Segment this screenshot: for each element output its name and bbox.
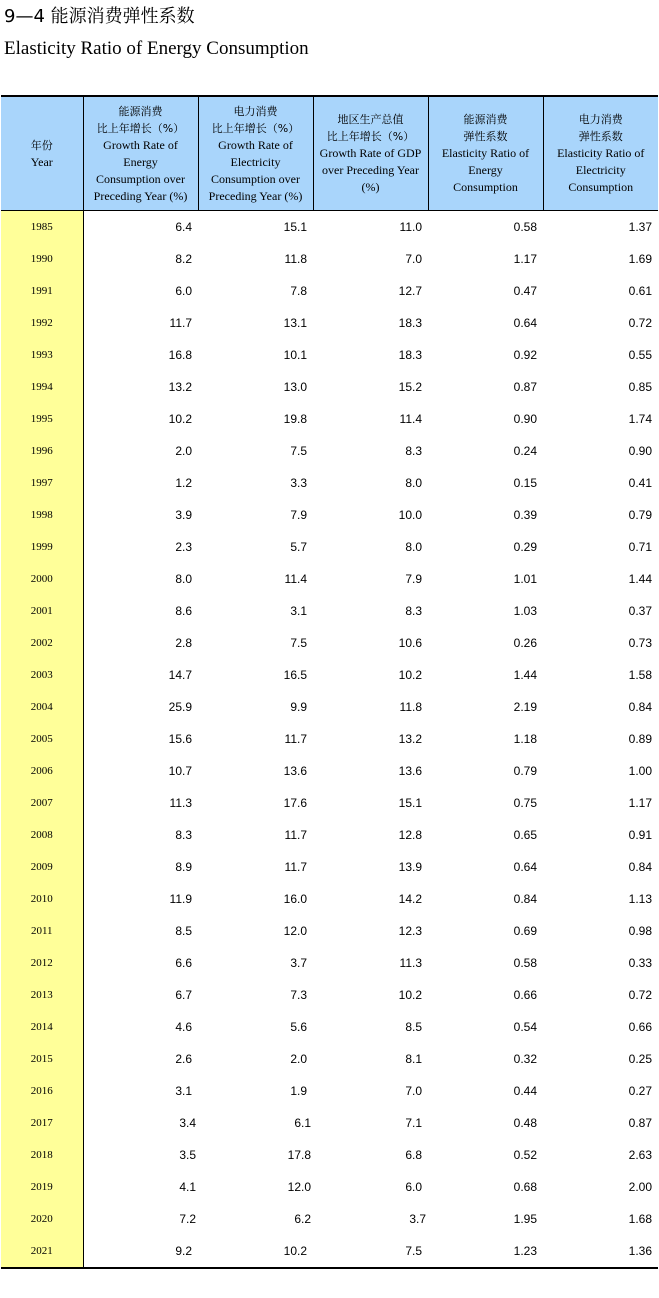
energy-elasticity-cell: 0.87 bbox=[513, 380, 537, 394]
energy-elasticity-cell: 0.47 bbox=[513, 284, 537, 298]
electricity-elasticity-cell: 0.27 bbox=[628, 1084, 652, 1098]
energy-growth-cell: 2.8 bbox=[175, 636, 192, 650]
gdp-growth-cell: 15.1 bbox=[398, 796, 422, 810]
table-row bbox=[1, 1075, 658, 1107]
electricity-growth-cell: 5.6 bbox=[290, 1020, 307, 1034]
header-en-line: Growth Rate of GDP bbox=[319, 146, 422, 160]
header-cn-line: 比上年增长（%） bbox=[326, 130, 415, 143]
table-body bbox=[1, 211, 658, 1269]
gdp-growth-cell: 10.0 bbox=[398, 508, 422, 522]
energy-elasticity-cell: 0.84 bbox=[513, 892, 537, 906]
energy-growth-cell: 13.2 bbox=[168, 380, 192, 394]
table-row bbox=[1, 1171, 658, 1203]
energy-growth-cell: 3.9 bbox=[175, 508, 192, 522]
header-cn-line: 弹性系数 bbox=[463, 130, 508, 143]
electricity-growth-cell: 10.1 bbox=[283, 348, 307, 362]
table-row bbox=[1, 691, 658, 723]
electricity-elasticity-cell: 0.85 bbox=[628, 380, 652, 394]
energy-growth-cell: 16.8 bbox=[168, 348, 192, 362]
table-row bbox=[1, 563, 658, 595]
electricity-elasticity-cell: 0.41 bbox=[628, 476, 652, 490]
electricity-growth-cell: 1.9 bbox=[290, 1084, 307, 1098]
table-row bbox=[1, 211, 658, 244]
header-en-line: Growth Rate of bbox=[218, 137, 293, 152]
gdp-growth-cell: 18.3 bbox=[398, 316, 422, 330]
header-cn-line: 年份 bbox=[30, 138, 53, 152]
table-row bbox=[1, 275, 658, 307]
energy-growth-cell: 3.4 bbox=[179, 1116, 196, 1130]
energy-growth-cell: 2.0 bbox=[175, 444, 192, 458]
electricity-elasticity-cell: 1.36 bbox=[543, 1235, 658, 1268]
electricity-elasticity-cell: 1.58 bbox=[628, 668, 652, 682]
header-cn-line: 地区生产总值 bbox=[337, 113, 404, 126]
electricity-growth-cell: 11.4 bbox=[284, 572, 307, 586]
gdp-growth-cell: 12.7 bbox=[398, 284, 422, 298]
energy-elasticity-cell: 1.23 bbox=[428, 1235, 543, 1268]
energy-elasticity-cell: 0.90 bbox=[513, 412, 537, 426]
electricity-growth-cell: 17.8 bbox=[287, 1148, 311, 1162]
gdp-growth-cell: 13.9 bbox=[398, 860, 422, 874]
year-cell: 2018 bbox=[1, 1139, 83, 1171]
electricity-elasticity-cell: 1.44 bbox=[628, 572, 652, 586]
year-cell: 2000 bbox=[1, 563, 83, 595]
table-row bbox=[1, 1203, 658, 1235]
header-year bbox=[1, 96, 83, 211]
energy-elasticity-cell: 0.58 bbox=[513, 220, 537, 234]
year-cell: 2001 bbox=[1, 595, 83, 627]
table-row bbox=[1, 339, 658, 371]
energy-growth-cell: 25.9 bbox=[168, 700, 192, 714]
energy-growth-cell: 6.7 bbox=[175, 988, 192, 1002]
energy-growth-cell: 4.1 bbox=[179, 1180, 196, 1194]
energy-elasticity-cell: 1.01 bbox=[513, 572, 537, 586]
electricity-elasticity-cell: 0.89 bbox=[628, 732, 652, 746]
electricity-elasticity-cell: 2.00 bbox=[628, 1180, 652, 1194]
table-row bbox=[1, 467, 658, 499]
energy-growth-cell: 4.6 bbox=[175, 1020, 192, 1034]
table-row bbox=[1, 1107, 658, 1139]
table-header-row bbox=[1, 96, 658, 211]
energy-elasticity-cell: 0.69 bbox=[513, 924, 537, 938]
electricity-growth-cell: 7.5 bbox=[290, 444, 307, 458]
gdp-growth-cell: 8.0 bbox=[405, 476, 422, 490]
electricity-elasticity-cell: 1.74 bbox=[628, 412, 652, 426]
energy-growth-cell: 6.4 bbox=[175, 220, 192, 234]
electricity-elasticity-cell: 0.25 bbox=[628, 1052, 652, 1066]
header-gdp-growth bbox=[313, 96, 428, 211]
table-row bbox=[1, 435, 658, 467]
table-row bbox=[1, 627, 658, 659]
year-cell: 2009 bbox=[1, 851, 83, 883]
electricity-elasticity-cell: 0.71 bbox=[628, 540, 652, 554]
energy-growth-cell: 8.2 bbox=[175, 252, 192, 266]
gdp-growth-cell: 6.0 bbox=[405, 1180, 422, 1194]
electricity-growth-cell: 12.0 bbox=[287, 1180, 311, 1194]
header-en-line: Energy bbox=[468, 163, 503, 177]
energy-growth-cell: 3.1 bbox=[175, 1084, 192, 1098]
table-row bbox=[1, 371, 658, 403]
electricity-elasticity-cell: 0.72 bbox=[628, 988, 652, 1002]
table-row bbox=[1, 531, 658, 563]
year-cell: 2015 bbox=[1, 1043, 83, 1075]
year-cell: 2020 bbox=[1, 1203, 83, 1235]
energy-elasticity-cell: 0.44 bbox=[513, 1084, 537, 1098]
gdp-growth-cell: 7.1 bbox=[405, 1116, 422, 1130]
energy-growth-cell: 8.5 bbox=[175, 924, 192, 938]
electricity-elasticity-cell: 0.90 bbox=[628, 444, 652, 458]
electricity-elasticity-cell: 1.69 bbox=[628, 252, 652, 266]
table-row bbox=[1, 787, 658, 819]
energy-elasticity-cell: 0.58 bbox=[513, 956, 537, 970]
table-row bbox=[1, 755, 658, 787]
energy-elasticity-cell: 0.75 bbox=[513, 796, 537, 810]
electricity-growth-cell: 5.7 bbox=[290, 540, 307, 554]
header-en-line: Consumption bbox=[453, 180, 518, 194]
gdp-growth-cell: 11.4 bbox=[399, 412, 422, 426]
energy-growth-cell: 8.6 bbox=[175, 604, 192, 618]
header-cn-line: 能源消费 bbox=[463, 113, 508, 126]
table-row bbox=[1, 307, 658, 339]
energy-elasticity-cell: 0.29 bbox=[513, 540, 537, 554]
year-cell: 2016 bbox=[1, 1075, 83, 1107]
year-cell: 2011 bbox=[1, 915, 83, 947]
electricity-growth-cell: 19.8 bbox=[283, 412, 307, 426]
year-cell: 2010 bbox=[1, 883, 83, 915]
electricity-growth-cell: 3.7 bbox=[290, 956, 307, 970]
energy-growth-cell: 8.9 bbox=[175, 860, 192, 874]
table-row bbox=[1, 723, 658, 755]
energy-elasticity-cell: 0.24 bbox=[513, 444, 537, 458]
energy-elasticity-cell: 0.64 bbox=[513, 316, 537, 330]
energy-growth-cell: 3.5 bbox=[179, 1148, 196, 1162]
gdp-growth-cell: 7.9 bbox=[405, 572, 422, 586]
header-en-line: Electricity bbox=[575, 163, 626, 177]
header-en-line: Preceding Year (%) bbox=[93, 188, 188, 203]
gdp-growth-cell: 11.0 bbox=[399, 220, 422, 234]
year-cell: 2005 bbox=[1, 723, 83, 755]
year-cell: 2008 bbox=[1, 819, 83, 851]
energy-elasticity-cell: 0.66 bbox=[513, 988, 537, 1002]
year-cell: 1998 bbox=[1, 499, 83, 531]
gdp-growth-cell: 11.8 bbox=[399, 700, 422, 714]
header-en-line: Consumption over bbox=[96, 171, 185, 186]
electricity-elasticity-cell: 0.73 bbox=[628, 636, 652, 650]
energy-growth-cell: 15.6 bbox=[168, 732, 192, 746]
table-row bbox=[1, 659, 658, 691]
year-cell: 1990 bbox=[1, 243, 83, 275]
electricity-elasticity-cell: 1.13 bbox=[628, 892, 652, 906]
year-cell: 2006 bbox=[1, 755, 83, 787]
gdp-growth-cell: 13.6 bbox=[398, 764, 422, 778]
table-row bbox=[1, 883, 658, 915]
table-row bbox=[1, 819, 658, 851]
energy-elasticity-cell: 0.52 bbox=[513, 1148, 537, 1162]
gdp-growth-cell: 12.3 bbox=[398, 924, 422, 938]
header-energy-elasticity bbox=[428, 96, 543, 211]
gdp-growth-cell: 8.1 bbox=[405, 1052, 422, 1066]
electricity-elasticity-cell: 0.37 bbox=[628, 604, 652, 618]
electricity-growth-cell: 3.3 bbox=[290, 476, 307, 490]
electricity-elasticity-cell: 0.98 bbox=[628, 924, 652, 938]
energy-growth-cell: 11.9 bbox=[169, 892, 192, 906]
electricity-growth-cell: 7.8 bbox=[290, 284, 307, 298]
electricity-growth-cell: 16.5 bbox=[283, 668, 307, 682]
header-energy-growth bbox=[83, 96, 198, 211]
year-cell: 1996 bbox=[1, 435, 83, 467]
year-cell: 2019 bbox=[1, 1171, 83, 1203]
gdp-growth-cell: 7.0 bbox=[405, 252, 422, 266]
energy-growth-cell: 14.7 bbox=[168, 668, 192, 682]
table-row bbox=[1, 1139, 658, 1171]
gdp-growth-cell: 18.3 bbox=[398, 348, 422, 362]
electricity-growth-cell: 7.9 bbox=[290, 508, 307, 522]
energy-growth-cell: 11.3 bbox=[169, 796, 192, 810]
header-en-line: Elasticity Ratio of bbox=[557, 146, 645, 160]
energy-growth-cell: 8.0 bbox=[175, 572, 192, 586]
gdp-growth-cell: 13.2 bbox=[398, 732, 422, 746]
electricity-growth-cell: 2.0 bbox=[290, 1052, 307, 1066]
gdp-growth-cell: 10.6 bbox=[398, 636, 422, 650]
year-cell: 2014 bbox=[1, 1011, 83, 1043]
table-title-cn: 9—4 能源消费弹性系数 bbox=[4, 6, 195, 27]
gdp-growth-cell: 8.5 bbox=[405, 1020, 422, 1034]
header-electricity-elasticity bbox=[543, 96, 658, 211]
electricity-elasticity-cell: 0.84 bbox=[628, 860, 652, 874]
gdp-growth-cell: 10.2 bbox=[398, 668, 422, 682]
table-row bbox=[1, 851, 658, 883]
header-electricity-growth bbox=[198, 96, 313, 211]
gdp-growth-cell: 10.2 bbox=[398, 988, 422, 1002]
table-row bbox=[1, 915, 658, 947]
year-cell: 2002 bbox=[1, 627, 83, 659]
energy-elasticity-cell: 0.32 bbox=[513, 1052, 537, 1066]
header-cn-line: 能源消费 bbox=[118, 104, 163, 118]
header-cn-line: 比上年增长（%） bbox=[96, 121, 185, 135]
electricity-elasticity-cell: 0.33 bbox=[628, 956, 652, 970]
header-en-line: Consumption bbox=[568, 180, 634, 194]
elasticity-table bbox=[1, 95, 658, 1269]
electricity-elasticity-cell: 0.79 bbox=[628, 508, 652, 522]
header-en-line: Growth Rate of bbox=[103, 137, 178, 152]
electricity-elasticity-cell: 0.84 bbox=[628, 700, 652, 714]
electricity-growth-cell: 13.6 bbox=[283, 764, 307, 778]
electricity-growth-cell: 12.0 bbox=[283, 924, 307, 938]
electricity-growth-cell: 6.2 bbox=[294, 1212, 311, 1226]
electricity-growth-cell: 11.7 bbox=[284, 828, 307, 842]
header-cn-line: 电力消费 bbox=[578, 113, 623, 126]
table-row bbox=[1, 1235, 658, 1268]
energy-growth-cell: 9.2 bbox=[83, 1235, 198, 1268]
year-cell: 2013 bbox=[1, 979, 83, 1011]
year-cell: 1993 bbox=[1, 339, 83, 371]
energy-elasticity-cell: 1.03 bbox=[513, 604, 537, 618]
year-cell: 1985 bbox=[1, 211, 83, 244]
electricity-growth-cell: 13.0 bbox=[283, 380, 307, 394]
table-row bbox=[1, 243, 658, 275]
year-cell: 1992 bbox=[1, 307, 83, 339]
table-row bbox=[1, 1011, 658, 1043]
energy-growth-cell: 2.3 bbox=[175, 540, 192, 554]
energy-elasticity-cell: 0.92 bbox=[513, 348, 537, 362]
gdp-growth-cell: 6.8 bbox=[405, 1148, 422, 1162]
energy-growth-cell: 1.2 bbox=[175, 476, 192, 490]
gdp-growth-cell: 7.0 bbox=[405, 1084, 422, 1098]
energy-growth-cell: 11.7 bbox=[169, 316, 192, 330]
electricity-elasticity-cell: 1.17 bbox=[628, 796, 652, 810]
gdp-growth-cell: 14.2 bbox=[398, 892, 422, 906]
electricity-growth-cell: 15.1 bbox=[283, 220, 307, 234]
year-cell: 1991 bbox=[1, 275, 83, 307]
year-cell: 2012 bbox=[1, 947, 83, 979]
electricity-growth-cell: 11.7 bbox=[284, 860, 307, 874]
gdp-growth-cell: 8.0 bbox=[405, 540, 422, 554]
gdp-growth-cell: 15.2 bbox=[398, 380, 422, 394]
electricity-growth-cell: 13.1 bbox=[283, 316, 307, 330]
year-cell: 2017 bbox=[1, 1107, 83, 1139]
year-cell: 2003 bbox=[1, 659, 83, 691]
electricity-growth-cell: 6.1 bbox=[294, 1116, 311, 1130]
gdp-growth-cell: 8.3 bbox=[405, 444, 422, 458]
electricity-growth-cell: 17.6 bbox=[283, 796, 307, 810]
energy-elasticity-cell: 0.39 bbox=[513, 508, 537, 522]
table-row bbox=[1, 979, 658, 1011]
header-cn-line: 电力消费 bbox=[233, 104, 278, 118]
gdp-growth-cell: 3.7 bbox=[409, 1212, 426, 1226]
header-en-line: Elasticity Ratio of bbox=[441, 146, 530, 160]
energy-growth-cell: 2.6 bbox=[175, 1052, 192, 1066]
table-row bbox=[1, 403, 658, 435]
gdp-growth-cell: 7.5 bbox=[313, 1235, 428, 1268]
year-cell: 1994 bbox=[1, 371, 83, 403]
gdp-growth-cell: 11.3 bbox=[399, 956, 422, 970]
electricity-elasticity-cell: 0.55 bbox=[628, 348, 652, 362]
year-cell: 2004 bbox=[1, 691, 83, 723]
energy-growth-cell: 10.2 bbox=[168, 412, 192, 426]
energy-growth-cell: 6.0 bbox=[175, 284, 192, 298]
energy-elasticity-cell: 1.17 bbox=[513, 252, 537, 266]
year-cell: 1997 bbox=[1, 467, 83, 499]
energy-elasticity-cell: 0.64 bbox=[513, 860, 537, 874]
energy-growth-cell: 10.7 bbox=[168, 764, 192, 778]
electricity-growth-cell: 3.1 bbox=[290, 604, 307, 618]
energy-elasticity-cell: 1.44 bbox=[513, 668, 537, 682]
header-en-line: Preceding Year (%) bbox=[208, 188, 303, 203]
energy-growth-cell: 7.2 bbox=[179, 1212, 196, 1226]
energy-elasticity-cell: 0.26 bbox=[513, 636, 537, 650]
table-row bbox=[1, 1043, 658, 1075]
energy-elasticity-cell: 0.54 bbox=[513, 1020, 537, 1034]
table-row bbox=[1, 595, 658, 627]
energy-elasticity-cell: 1.95 bbox=[513, 1212, 537, 1226]
table-row bbox=[1, 947, 658, 979]
header-en-line: Energy bbox=[123, 154, 158, 169]
energy-elasticity-cell: 0.68 bbox=[513, 1180, 537, 1194]
electricity-elasticity-cell: 1.37 bbox=[628, 220, 652, 234]
electricity-growth-cell: 10.2 bbox=[198, 1235, 313, 1268]
year-cell: 1999 bbox=[1, 531, 83, 563]
electricity-growth-cell: 9.9 bbox=[290, 700, 307, 714]
electricity-elasticity-cell: 1.68 bbox=[628, 1212, 652, 1226]
electricity-growth-cell: 7.3 bbox=[290, 988, 307, 1002]
electricity-elasticity-cell: 0.72 bbox=[628, 316, 652, 330]
energy-growth-cell: 6.6 bbox=[175, 956, 192, 970]
gdp-growth-cell: 12.8 bbox=[398, 828, 422, 842]
electricity-elasticity-cell: 0.66 bbox=[628, 1020, 652, 1034]
energy-elasticity-cell: 1.18 bbox=[513, 732, 537, 746]
electricity-elasticity-cell: 0.61 bbox=[628, 284, 652, 298]
gdp-growth-cell: 8.3 bbox=[405, 604, 422, 618]
energy-elasticity-cell: 0.48 bbox=[513, 1116, 537, 1130]
header-en-line: Consumption over bbox=[211, 171, 300, 186]
energy-elasticity-cell: 2.19 bbox=[513, 700, 537, 714]
table-row bbox=[1, 499, 658, 531]
electricity-elasticity-cell: 0.87 bbox=[628, 1116, 652, 1130]
header-en-line: (%) bbox=[361, 180, 380, 194]
electricity-growth-cell: 11.7 bbox=[284, 732, 307, 746]
electricity-growth-cell: 11.8 bbox=[284, 252, 307, 266]
energy-growth-cell: 8.3 bbox=[175, 828, 192, 842]
header-cn-line: 比上年增长（%） bbox=[211, 121, 300, 135]
electricity-elasticity-cell: 2.63 bbox=[628, 1148, 652, 1162]
year-cell: 2021 bbox=[1, 1235, 83, 1268]
energy-elasticity-cell: 0.65 bbox=[513, 828, 537, 842]
energy-elasticity-cell: 0.79 bbox=[513, 764, 537, 778]
year-cell: 1995 bbox=[1, 403, 83, 435]
electricity-elasticity-cell: 1.00 bbox=[628, 764, 652, 778]
energy-elasticity-cell: 0.15 bbox=[513, 476, 537, 490]
header-cn-line: 弹性系数 bbox=[578, 130, 623, 143]
electricity-growth-cell: 16.0 bbox=[283, 892, 307, 906]
header-en-line: over Preceding Year bbox=[322, 163, 419, 177]
table-title-en: Elasticity Ratio of Energy Consumption bbox=[4, 38, 309, 59]
header-en-line: Electricity bbox=[230, 154, 281, 169]
electricity-growth-cell: 7.5 bbox=[290, 636, 307, 650]
year-cell: 2007 bbox=[1, 787, 83, 819]
electricity-elasticity-cell: 0.91 bbox=[628, 828, 652, 842]
header-en-line: Year bbox=[30, 154, 53, 169]
